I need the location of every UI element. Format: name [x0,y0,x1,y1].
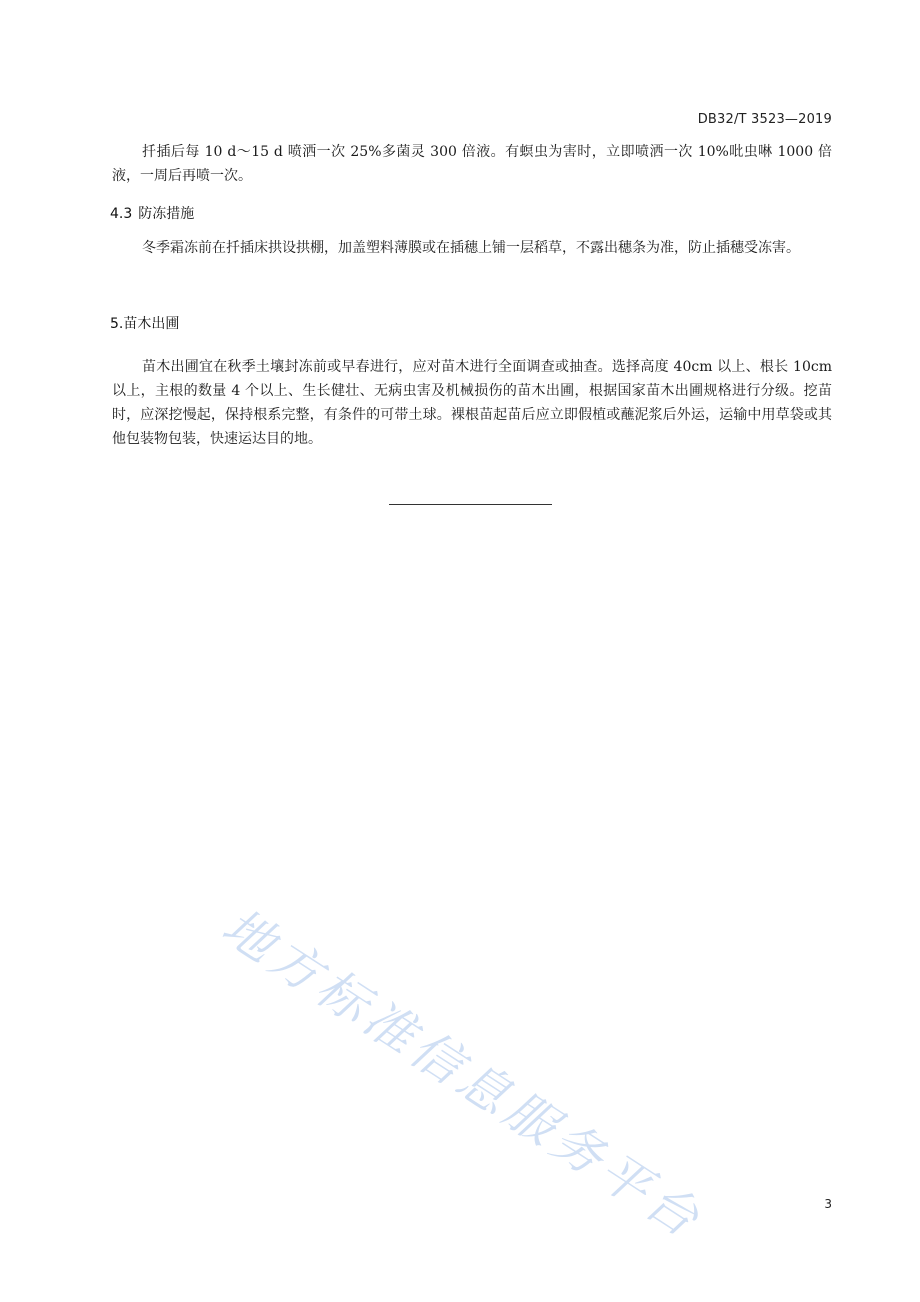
section-heading-5 [110,313,179,333]
end-of-document-rule [389,504,552,505]
page-number: 3 [824,1197,832,1211]
nursery-outplanting-paragraph: 苗木出圃宜在秋季土壤封冻前或早春进行，应对苗木进行全面调查或抽查。选择高度 40cm 以上、根长 10cm 以上，主根的数量 4 个以上、生长健壮、无病虫害及机械损伤的苗木出圃，根据国家苗木出圃规格进行分级。挖苗时，应深挖慢起，保持根系完整，有条件的可带土球。裸根苗起苗后应立即假植或蘸泥浆后外运，运输中用草袋或其他包装物包装，快速运达目的地。 [112,359,832,447]
section-number: 4.3 [110,206,133,222]
watermark-text: 地方标准信息服务平台 [212,897,714,1251]
section-number: 5. [110,316,124,332]
section-title: 防冻措施 [138,206,195,222]
frost-protection-paragraph: 冬季霜冻前在扦插床拱设拱棚，加盖塑料薄膜或在插穗上铺一层稻草，不露出穗条为准，防止插穗受冻害。 [142,240,800,256]
section-title: 苗木出圃 [123,316,180,332]
document-code: DB32/T 3523—2019 [697,112,832,127]
pest-control-paragraph: 扦插后每 10 d～15 d 喷洒一次 25%多菌灵 300 倍液。有螟虫为害时，立即喷洒一次 10%吡虫啉 1000 倍液，一周后再喷一次。 [112,144,832,184]
section-heading-4-3 [110,203,194,223]
